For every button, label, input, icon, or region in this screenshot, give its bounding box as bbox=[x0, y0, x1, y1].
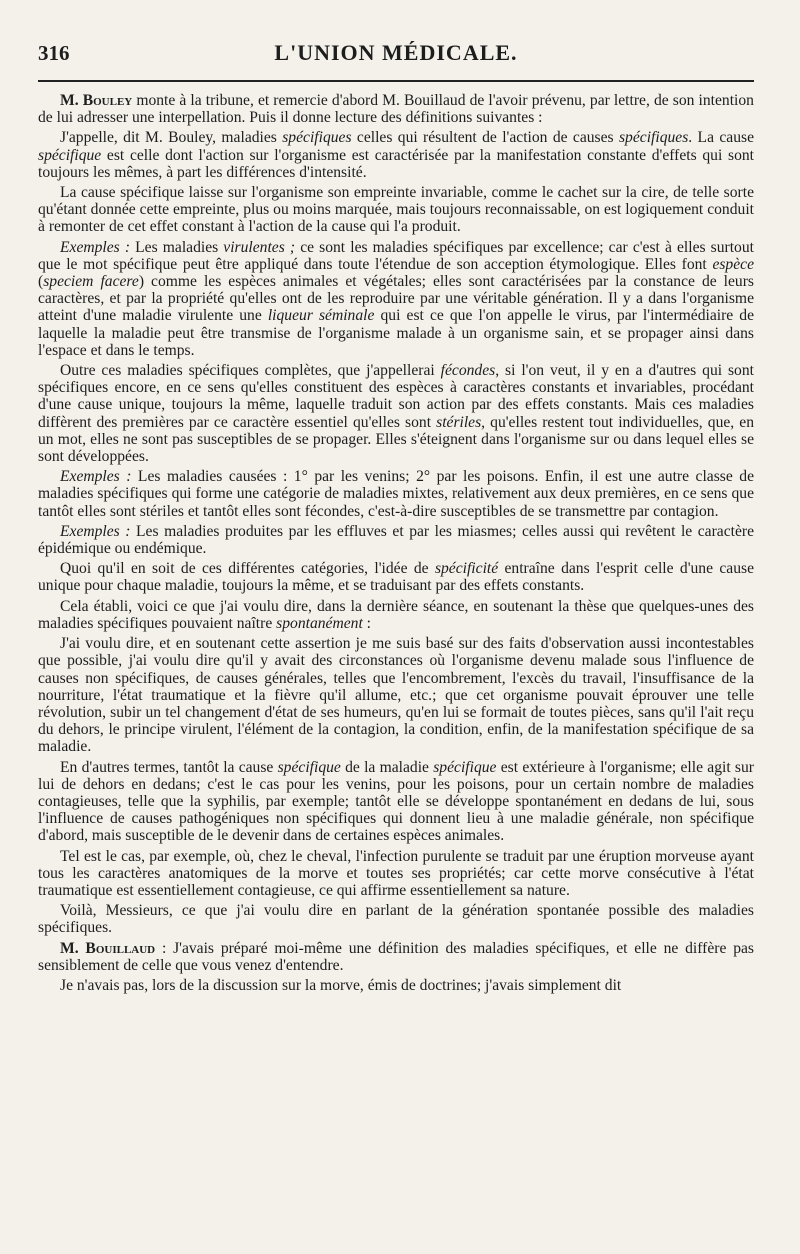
italic-run: spécifiques bbox=[282, 129, 352, 147]
exemples-label: Exemples : bbox=[60, 468, 132, 486]
text-run: , si l'on veut, il y en a d'autres qui sont spécifiques encore, en ce sens qu'elles constituent des espèces à caractères constants et invariables, procédant d'une cause unique, toujours la même, laquelle traduit son action par des effets constants. Mais ces maladies diffèrent des premières par ce caractère essentiel qu'elles sont bbox=[38, 362, 754, 431]
text-run: est extérieure à l'organisme; elle agit sur lui de dehors en dedans; c'est le cas pour les venins, pour les poisons, pour un certain nombre de maladies contagieuses, telle que la syphilis, par exemple; tantôt elle se développe spontanément en dedans de lui, sous l'influence de causes pathogéniques non spécifiques qui donnent lieu à une maladie générale, non spécifique d'abord, mais susceptible de le devenir dans de certaines espèces animales. bbox=[38, 758, 754, 845]
paragraph: Tel est le cas, par exemple, où, chez le cheval, l'infection purulente se traduit par une éruption morveuse ayant tous les caractères anatomiques de la morve et toutes ses propriétés; car cette morve consécutive à l'état traumatique est essentiellement contagieuse, ce qui affirme essentiellement sa nature. bbox=[38, 847, 754, 899]
paragraph bbox=[38, 523, 754, 557]
text-run: celles qui résultent de l'action de causes bbox=[351, 129, 619, 147]
page-number: 316 bbox=[38, 41, 70, 65]
text-run: Les maladies causées : 1° par les venins; 2° par les poisons. Enfin, il est une autre classe de maladies spécifiques qui forme une catégorie de maladies mixtes, relativement aux deux premières, en ce sens que tantôt elles sont stériles et tantôt elles sont fécondes, c'est-à-dire susceptibles de se transmettre par contagion. bbox=[38, 468, 754, 520]
paragraph bbox=[38, 468, 754, 520]
text-run: Les maladies bbox=[130, 238, 224, 256]
paragraph: La cause spécifique laisse sur l'organisme son empreinte invariable, comme le cachet sur la cire, de telle sorte qu'étant donnée cette empreinte, plus ou moins marquée, mais toujours reconnaissable, on est logiquement conduit à remonter de cet effet constant à l'action de la cause qui l'a produit. bbox=[38, 184, 754, 236]
paragraph bbox=[38, 759, 754, 845]
paragraph bbox=[38, 239, 754, 359]
paragraph: Voilà, Messieurs, ce que j'ai voulu dire en parlant de la génération spontanée possible des maladies spécifiques. bbox=[38, 902, 754, 937]
exemples-label: Exemples : bbox=[60, 522, 131, 540]
text-run: En d'autres termes, tantôt la cause bbox=[60, 758, 278, 776]
text-run: J'appelle, dit M. Bouley, maladies bbox=[60, 129, 283, 147]
text-run: de la maladie bbox=[340, 758, 434, 776]
paragraph bbox=[38, 362, 754, 465]
page-header bbox=[38, 40, 754, 82]
italic-run: speciem facere bbox=[43, 273, 139, 291]
text-run: Cela établi, voici ce que j'ai voulu dire, dans la dernière séance, en soutenant la thèse que quelques-unes des maladies spécifiques pouvaient naître bbox=[38, 597, 754, 632]
italic-run: espèce bbox=[712, 255, 754, 273]
text-run: ( bbox=[38, 273, 44, 291]
italic-run: spécifique bbox=[277, 758, 341, 776]
article-body bbox=[38, 92, 754, 994]
journal-title: L'UNION MÉDICALE. bbox=[274, 40, 518, 65]
speaker-name: M. Bouley bbox=[60, 92, 133, 109]
speaker-name: M. Bouillaud bbox=[60, 939, 156, 957]
italic-run: virulentes ; bbox=[223, 238, 296, 256]
text-run: est celle dont l'action sur l'organisme est caractérisée par la manifestation constante d'effets qui sont toujours les mêmes, à part les différences d'intensité. bbox=[38, 146, 754, 181]
paragraph bbox=[38, 129, 754, 181]
text-run: qui est ce que l'on appelle le virus, par l'intermédiaire de laquelle la maladie peut être transmise de l'organisme malade à un organisme sain, et se propager ainsi dans l'espace et dans le temps. bbox=[38, 307, 755, 359]
exemples-label: Exemples : bbox=[60, 238, 131, 256]
text-run: . La cause bbox=[688, 129, 754, 147]
paragraph bbox=[38, 940, 754, 974]
italic-run: spontanément bbox=[276, 614, 363, 632]
italic-run: stériles bbox=[436, 413, 482, 431]
text-run: : bbox=[362, 614, 372, 632]
italic-run: fécondes bbox=[440, 362, 496, 380]
text-run: ) comme les espèces animales et végétales; elles sont caractérisées par la constance de leurs caractères, et par la propriété qu'elles ont de les reproduire par une véritable génération. Il y a dans l'organisme atteint d'une maladie virulente une bbox=[38, 273, 754, 325]
paragraph: J'ai voulu dire, et en soutenant cette assertion je me suis basé sur des faits d'observation aussi incontestables que possible, j'ai voulu dire qu'il y avait des circonstances où l'organisme devenu malade sous l'influence de causes non spécifiques, de causes générales, telles que l'encombrement, l'excès du travail, l'insuffisance de la nourriture, l'état traumatique et la fièvre qu'il allume, etc.; que cet organisme pouvait éprouver une telle révolution, subir un tel changement d'état de ses humeurs, qu'en lui se formait de toutes pièces, sans qu'il l'ait reçu du dehors, le principe virulent, l'élément de la contagion, la condition, enfin, de la manifestation spécifique de sa maladie. bbox=[38, 635, 754, 756]
paragraph: Je n'avais pas, lors de la discussion sur la morve, émis de doctrines; j'avais simplement dit bbox=[60, 976, 622, 994]
italic-run: spécifique bbox=[433, 758, 497, 776]
italic-run: spécifiques bbox=[618, 129, 689, 147]
italic-run: liqueur séminale bbox=[267, 307, 375, 325]
text-run: Quoi qu'il en soit de ces différentes catégories, l'idée de bbox=[60, 560, 435, 578]
text-run: ce sont les maladies spécifiques par excellence; car c'est à elles surtout que le mot spécifique peut être appliqué dans toute l'étendue de son acception étymologique. Elles font bbox=[38, 238, 754, 273]
paragraph-text: monte à la tribune, et remercie d'abord M. Bouillaud de l'avoir prévenu, par lettre, de son intention de lui adresser une interpellation. Puis il donne lecture des définitions suivantes : bbox=[38, 92, 754, 127]
text-run: Outre ces maladies spécifiques complètes, que j'appellerai bbox=[60, 362, 441, 380]
italic-run: spécifique bbox=[38, 146, 102, 164]
text-run: : J'avais préparé moi-même une définition des maladies spécifiques, et elle ne diffère pas sensiblement de celle que vous venez d'entendre. bbox=[38, 939, 754, 974]
paragraph bbox=[38, 560, 754, 594]
text-run: , qu'elles restent tout individuelles, que, en un mot, elles ne sont pas susceptibles de se propager. Elles s'éteignent dans l'organisme sur ou dans lequel elles se sont développées. bbox=[38, 413, 754, 466]
paragraph bbox=[38, 598, 754, 632]
text-run: entraîne dans l'esprit celle d'une cause unique pour chaque maladie, toujours la même, et se traduisant par des effets constants. bbox=[38, 560, 755, 595]
paragraph bbox=[38, 92, 754, 126]
text-run: Les maladies produites par les effluves et par les miasmes; celles aussi qui revêtent le caractère épidémique ou endémique. bbox=[38, 522, 754, 558]
italic-run: spécificité bbox=[434, 560, 499, 578]
